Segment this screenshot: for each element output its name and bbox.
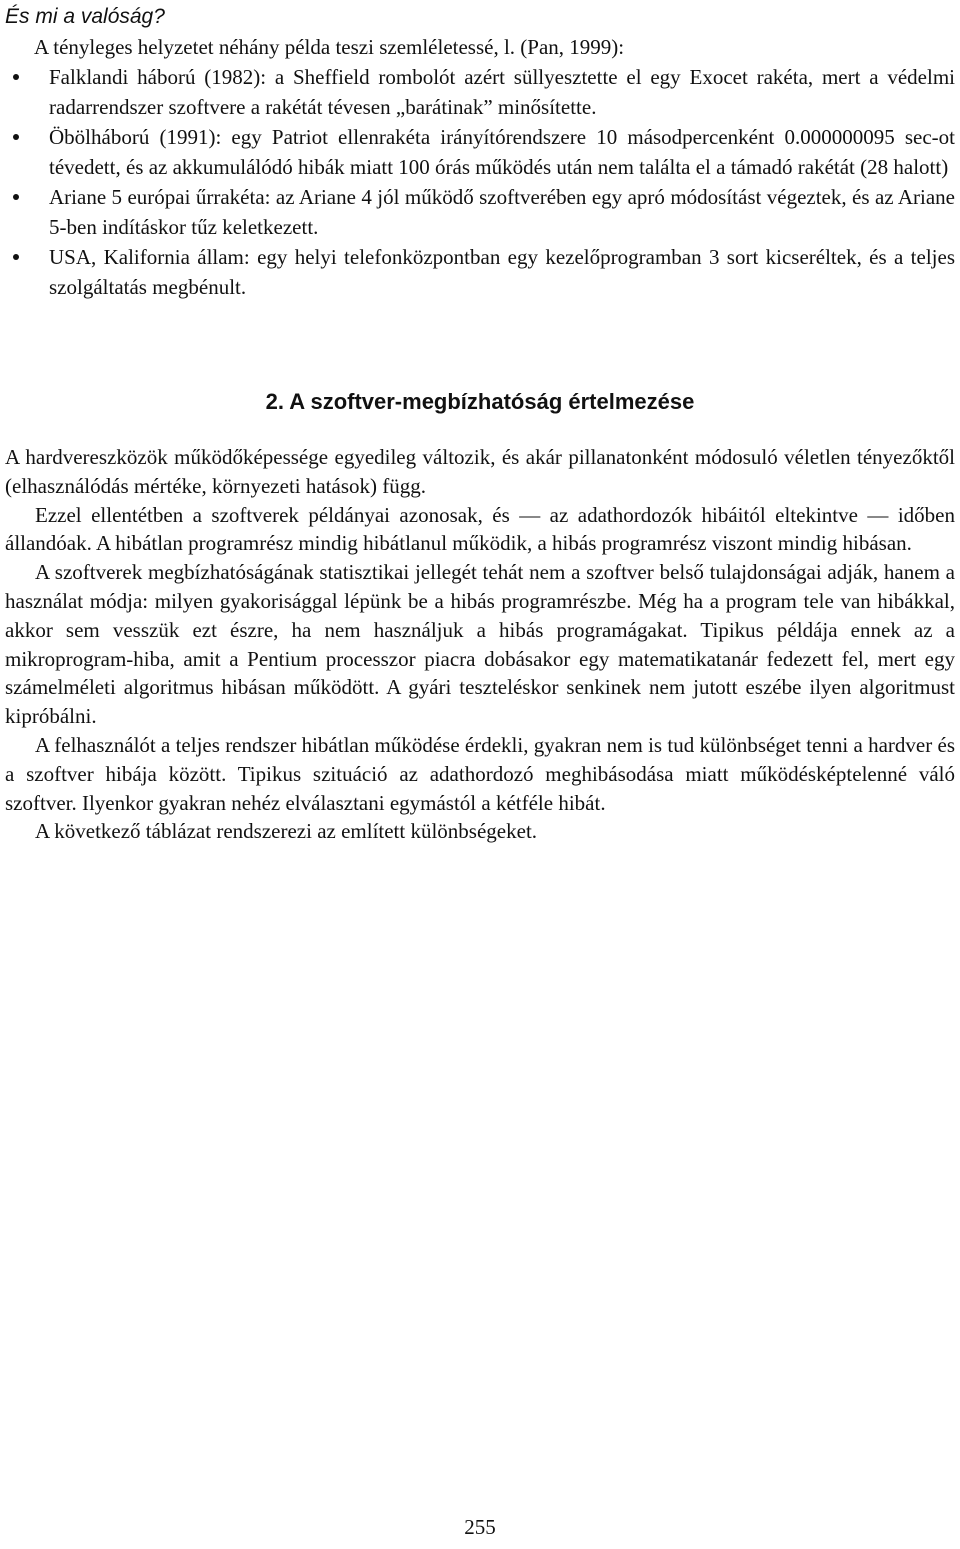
bullet-text: Öbölháború (1991): egy Patriot ellenrakéta irányítórendszere 10 másodpercenként 0.000000095 sec-ot tévedett, és az akkumulálódó hibák miatt 100 órás működés után nem találta el a támadó rakétát (28 halott) xyxy=(49,125,955,179)
bullet-dot-icon xyxy=(13,74,19,80)
bullet-text: Falklandi háború (1982): a Sheffield rombolót azért süllyesztette el egy Exocet rakéta, mert a védelmi radarrendszer szoftvere a rakétát tévesen „barátinak” minősítette. xyxy=(49,65,955,119)
bullet-text: Ariane 5 európai űrrakéta: az Ariane 4 jól működő szoftverében egy apró módosítást végeztek, és az Ariane 5-ben indításkor tűz keletkezett. xyxy=(49,185,955,239)
paragraph-statistical-nature: A szoftverek megbízhatóságának statisztikai jellegét tehát nem a szoftver belső tulajdonságai adják, hanem a használat módja: milyen gyakorisággal lépünk be a hibás programrészbe. Még ha a program tele van hibákkal, akkor sem vesszük ezt észre, ha nem használjuk a hibás programágakat. Tipikus példája ennek az a mikroprogram-hiba, amit a Pentium processzor piacra dobásakor egy matematikatanár fedezett fel, mert egy számelméleti algoritmus hibásan működött. A gyári teszteléskor senkinek nem jutott eszébe ilyen algoritmust kipróbálni. xyxy=(5,560,955,729)
paragraph-software-identical: Ezzel ellentétben a szoftverek példányai azonosak, és — az adathordozók hibáitól eltekintve — időben állandóak. A hibátlan programrész mindig hibátlanul működik, a hibás programrész viszont mindig hibásan. xyxy=(5,502,955,556)
intro-line: A tényleges helyzetet néhány példa teszi szemléletessé, l. (Pan, 1999): xyxy=(34,35,625,59)
bullet-dot-icon xyxy=(13,194,19,200)
bullet-item-falkland xyxy=(0,62,960,122)
paragraph-table-intro: A következő táblázat rendszerezi az említett különbségeket. xyxy=(35,819,538,844)
section-title: 2. A szoftver-megbízhatóság értelmezése xyxy=(265,389,695,414)
bullet-text: USA, Kalifornia állam: egy helyi telefonközpontban egy kezelőprogramban 3 sort kicseréltek, és a teljes szolgáltatás megbénult. xyxy=(49,245,955,299)
bullet-dot-icon xyxy=(13,254,19,260)
page-number: 255 xyxy=(464,1515,496,1539)
bullet-item-gulf-war xyxy=(0,122,960,182)
paragraph-hardware: A hardvereszközök működőképessége egyedileg változik, és akár pillanatonként módosuló véletlen tényezőktől (elhasználódás mértéke, környezeti hatások) függ. xyxy=(5,445,955,498)
bullet-item-ariane xyxy=(0,182,960,242)
subsection-heading: És mi a valóság? xyxy=(5,5,165,28)
paragraph-user-perspective: A felhasználót a teljes rendszer hibátlan működése érdekli, gyakran nem is tud különbséget tenni a hardver és a szoftver hibája között. Tipikus szituáció az adathordozó meghibásodása miatt működésképtelenné váló szoftver. Ilyenkor gyakran nehéz elválasztani egymástól a kétféle hibát. xyxy=(5,732,955,815)
bullet-dot-icon xyxy=(13,134,19,140)
example-bullet-list xyxy=(0,62,960,302)
section-body xyxy=(5,443,955,846)
bullet-item-california xyxy=(0,242,960,302)
